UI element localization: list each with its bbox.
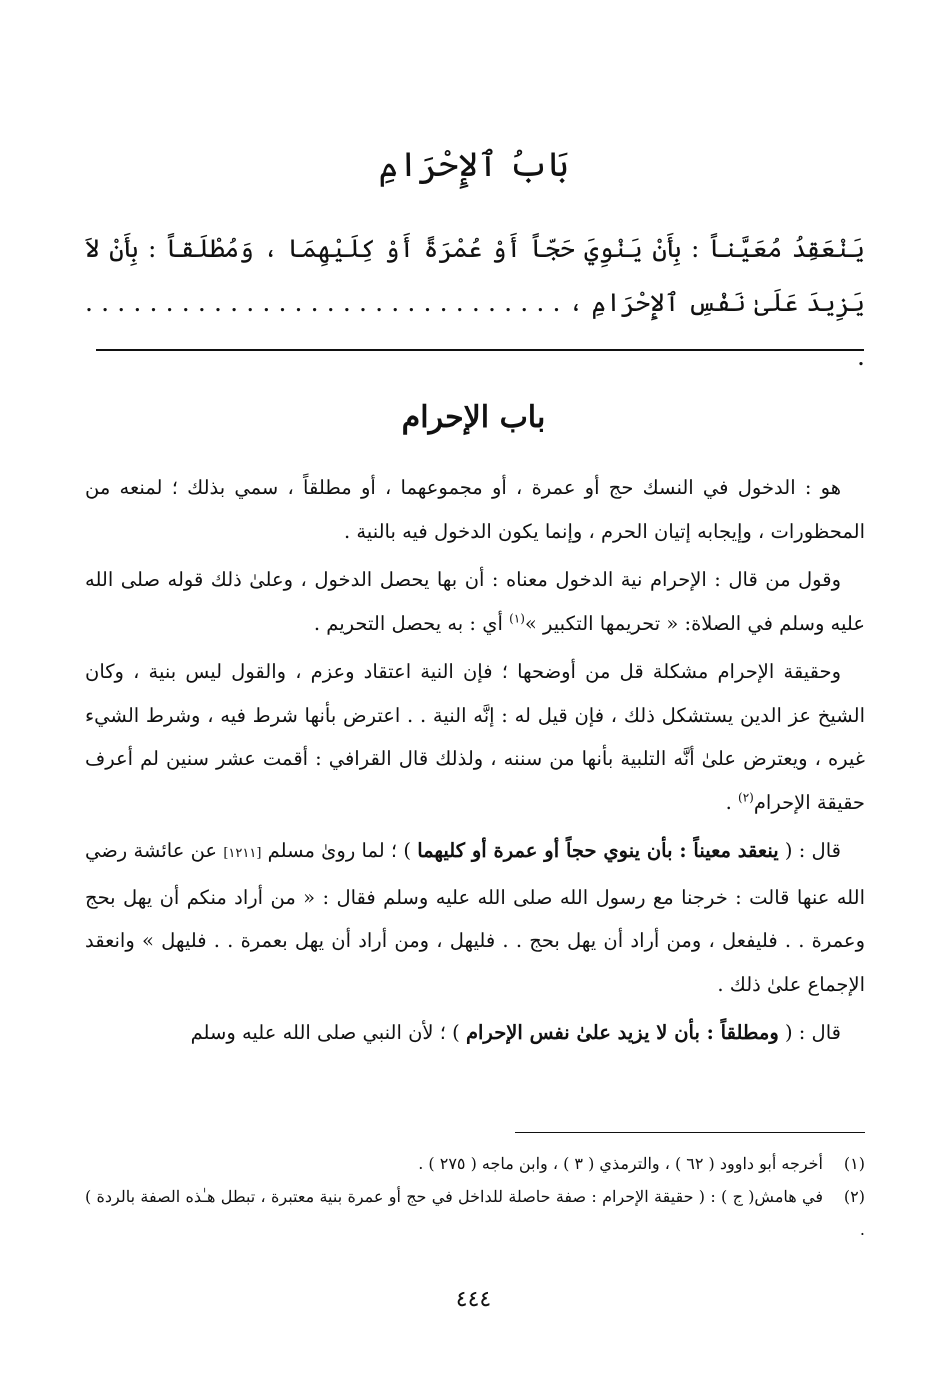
footnote-number: (٢) — [843, 1187, 865, 1206]
commentary-body — [85, 466, 865, 1060]
matn-sentence: يَنْعَقِدُ مُعَيَّناً : بِأَنْ يَنْوِيَ حَجّاً أَوْ عُمْرَةً أَوْ كِلَيْهِمَا ، وَمُطْلَقاً : بِأَنْ لاَ يَزِيدَ عَلَىٰ نَفْسِ ٱلإِحْرَامِ ، — [85, 234, 865, 317]
footnote-2 — [85, 1180, 865, 1246]
footnote-rule — [515, 1132, 865, 1133]
paragraph-text: وحقيقة الإحرام مشكلة قل من أوضحها ؛ فإن النية اعتقاد وعزم ، والقول ليس بنية ، وكان الشيخ عز الدين يستشكل ذلك ، فإن قيل له : إنَّه النية . . اعترض بأنها شرط فيه ، وشرط الشيء غيره ، ويعترض علىٰ أنَّه التلبية بأنها من سننه ، ولذلك قال القرافي : أقمت عشر سنين لم أعرف حقيقة الإحرام — [85, 660, 865, 814]
matn-commentary-separator — [96, 349, 864, 351]
quote-suffix: ) ؛ لما روىٰ مسلم — [261, 839, 418, 862]
quoted-matn: ينعقد معيناً : بأن ينوي حجاً أو عمرة أو كليهما — [417, 839, 779, 862]
paragraph-mutlaq — [85, 1011, 865, 1055]
paragraph-definition — [85, 466, 865, 553]
footnotes — [85, 1147, 865, 1246]
quote-prefix: قال : ( — [778, 839, 841, 862]
footnote-text: أخرجه أبو داوود ( ٦٢ ) ، والترمذي ( ٣ ) ، وابن ماجه ( ٢٧٥ ) . — [418, 1154, 823, 1173]
quote-prefix: قال : ( — [778, 1021, 841, 1044]
footnote-1 — [85, 1147, 865, 1180]
footnote-number: (١) — [843, 1154, 865, 1173]
paragraph-haqiqa — [85, 650, 865, 824]
quote-suffix: ) ؛ لأن النبي صلى الله عليه وسلم — [190, 1021, 466, 1044]
paragraph-text-tail: أي : به يحصل التحريم . — [313, 611, 510, 635]
paragraph-text: هو : الدخول في النسك حج أو عمرة ، أو مجموعهما ، أو مطلقاً ، سمي بذلك ؛ لمنعه من المحظورات ، وإيجابه إتيان الحرم ، وإنما يكون الدخول فيه بالنية . — [85, 476, 865, 543]
footnote-marker-2[interactable]: (٢) — [738, 790, 754, 804]
quoted-matn: ومطلقاً : بأن لا يزيد علىٰ نفس الإحرام — [465, 1021, 779, 1044]
paragraph-niyyah — [85, 558, 865, 645]
paragraph-text: عن عائشة رضي الله عنها قالت : خرجنا مع رسول الله صلى الله عليه وسلم فقال : « من أراد منكم أن يهل بحج وعمرة . . فليفعل ، ومن أراد أن يهل بحج . . فليهل ، ومن أراد أن يهل بعمرة . . فليهل » وانعقد الإجماع علىٰ ذلك . — [85, 839, 865, 996]
footnote-marker-1[interactable]: (١) — [509, 611, 525, 625]
paragraph-muayyan — [85, 829, 865, 1006]
paragraph-text-tail: . — [725, 790, 738, 814]
page-number: ٤٤٤ — [455, 1287, 492, 1312]
footnote-text: في هامش( ج ) : ( حقيقة الإحرام : صفة حاصلة للداخل في حج أو عمرة بنية معتبرة ، تبطل هـٰذه الصفة بالردة ) . — [85, 1187, 865, 1239]
hadith-reference: [١٢١١] — [223, 846, 262, 861]
matn-text — [85, 222, 865, 384]
paragraph-text: وقول من قال : الإحرام نية الدخول معناه : أن بها يحصل الدخول ، وعلىٰ ذلك قوله صلى الله عليه وسلم في الصلاة: « تحريمها التكبير » — [85, 568, 865, 635]
matn-dots: . . . . . . . . . . . . . . . . . . . . . . . . . . . . . . . — [85, 288, 865, 371]
section-title: باب الإحرام — [401, 400, 546, 435]
chapter-title: بَابُ ٱلإِحْرَامِ — [378, 145, 569, 185]
